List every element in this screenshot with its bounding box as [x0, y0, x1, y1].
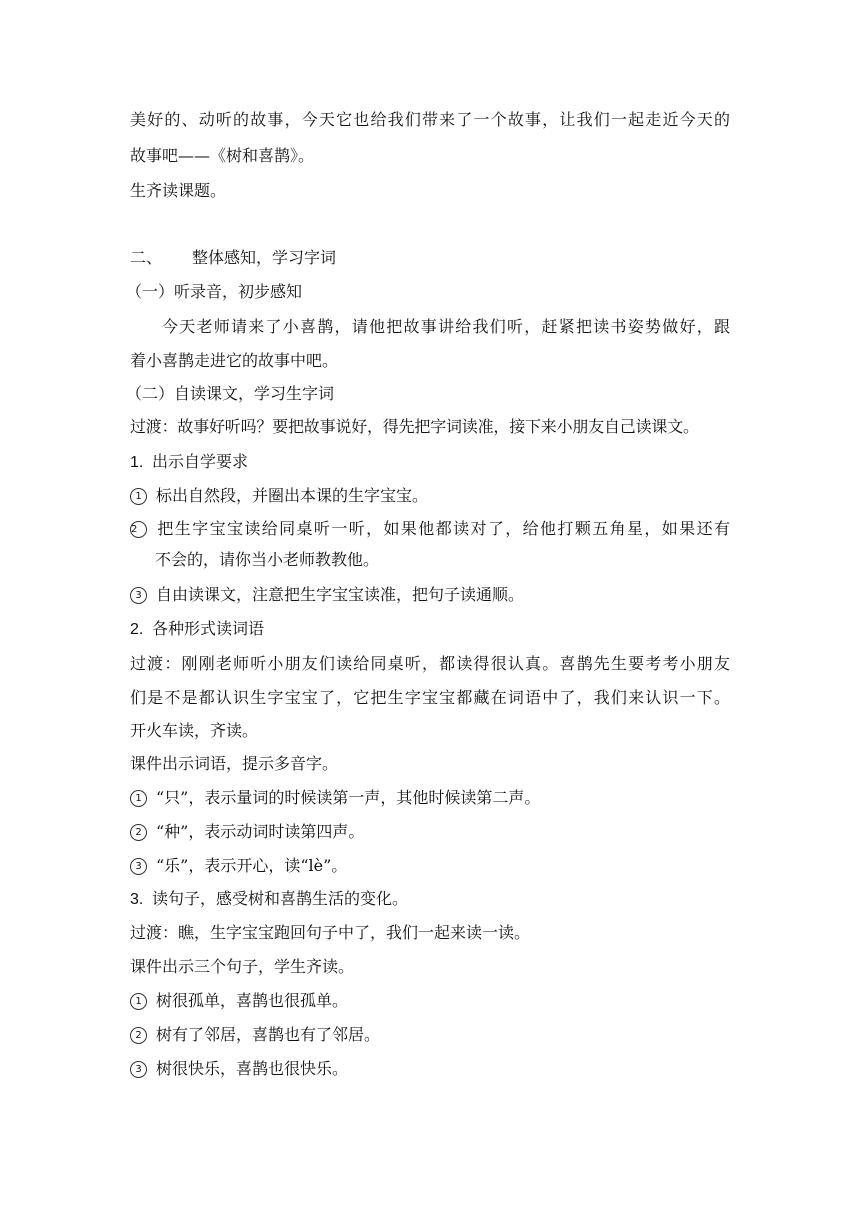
circled-number-icon: 1 — [130, 488, 147, 505]
step-number: 1. — [130, 454, 144, 471]
circled-number-icon: 3 — [130, 587, 147, 604]
circled-number-icon: 3 — [130, 1061, 147, 1078]
step-title: 读句子，感受树和喜鹊生活的变化。 — [152, 889, 409, 908]
step-number: 2. — [130, 621, 144, 638]
step-2-heading — [130, 619, 264, 640]
list-item: 2 把生字宝宝读给同桌听一听，如果他都读对了，给他打颗五角星，如果还有 — [131, 519, 730, 538]
step-number: 3. — [130, 891, 144, 908]
step-3-transition: 过渡：瞧，生字宝宝跑回句子中了，我们一起来读一读。 — [130, 923, 531, 942]
step-3-line-2: 课件出示三个句子，学生齐读。 — [130, 957, 355, 976]
step-title: 各种形式读词语 — [152, 619, 265, 638]
step-2-transition-line-2: 们是不是都认识生字宝宝了，它把生字宝宝都藏在词语中了，我们来认识一下。 — [130, 688, 730, 707]
part-1-heading: （一）听录音，初步感知 — [126, 282, 303, 301]
section-title: 整体感知，学习字词 — [192, 248, 337, 267]
circled-number-icon: 1 — [130, 993, 147, 1010]
part-1-paragraph-line-2: 着小喜鹊走进它的故事中吧。 — [130, 351, 339, 370]
step-title: 出示自学要求 — [152, 452, 249, 471]
circled-number-icon: 2 — [130, 824, 147, 841]
list-item: 3 自由读课文，注意把生字宝宝读准，把句子读通顺。 — [130, 585, 524, 605]
section-2-heading — [130, 248, 336, 268]
list-item: 3 树很快乐，喜鹊也很快乐。 — [130, 1059, 348, 1079]
list-item: 1 “只”，表示量词的时候读第一声，其他时候读第二声。 — [130, 788, 540, 808]
step-1-heading — [130, 452, 248, 473]
section-number: 二、 — [130, 248, 163, 267]
list-item: 1 树很孤单，喜鹊也很孤单。 — [130, 991, 348, 1011]
part-2-heading: （二）自读课文，学习生字词 — [126, 384, 335, 403]
step-2-transition-line-1: 过渡：刚刚老师听小朋友们读给同桌听，都读得很认真。喜鹊先生要考考小朋友 — [130, 654, 730, 673]
list-item: 2 树有了邻居，喜鹊也有了邻居。 — [130, 1025, 380, 1045]
step-2-line-3: 开火车读，齐读。 — [130, 721, 259, 740]
list-item-continuation: 不会的，请你当小老师教教他。 — [155, 550, 380, 569]
step-3-heading — [130, 889, 408, 910]
list-item: 3 “乐”，表示开心，读“lè”。 — [130, 856, 347, 876]
intro-line-2: 故事吧——《树和喜鹊》。 — [130, 146, 315, 165]
circled-number-icon: 2 — [130, 1027, 147, 1044]
intro-line-1: 美好的、动听的故事，今天它也给我们带来了一个故事，让我们一起走近今天的 — [130, 110, 730, 129]
circled-number-icon: 1 — [130, 790, 147, 807]
part-1-paragraph-line-1: 今天老师请来了小喜鹊，请他把故事讲给我们听，赶紧把读书姿势做好，跟 — [162, 317, 730, 336]
list-item: 2 “种”，表示动词时读第四声。 — [130, 822, 364, 842]
step-2-line-4: 课件出示词语，提示多音字。 — [130, 754, 339, 773]
intro-line-3: 生齐读课题。 — [130, 181, 227, 200]
circled-number-icon: 3 — [130, 858, 147, 875]
part-2-transition: 过渡：故事好听吗？要把故事说好，得先把字词读准，接下来小朋友自己读课文。 — [130, 417, 699, 436]
list-item: 1 标出自然段，并圈出本课的生字宝宝。 — [130, 486, 428, 506]
circled-number-icon: 2 — [130, 521, 147, 538]
